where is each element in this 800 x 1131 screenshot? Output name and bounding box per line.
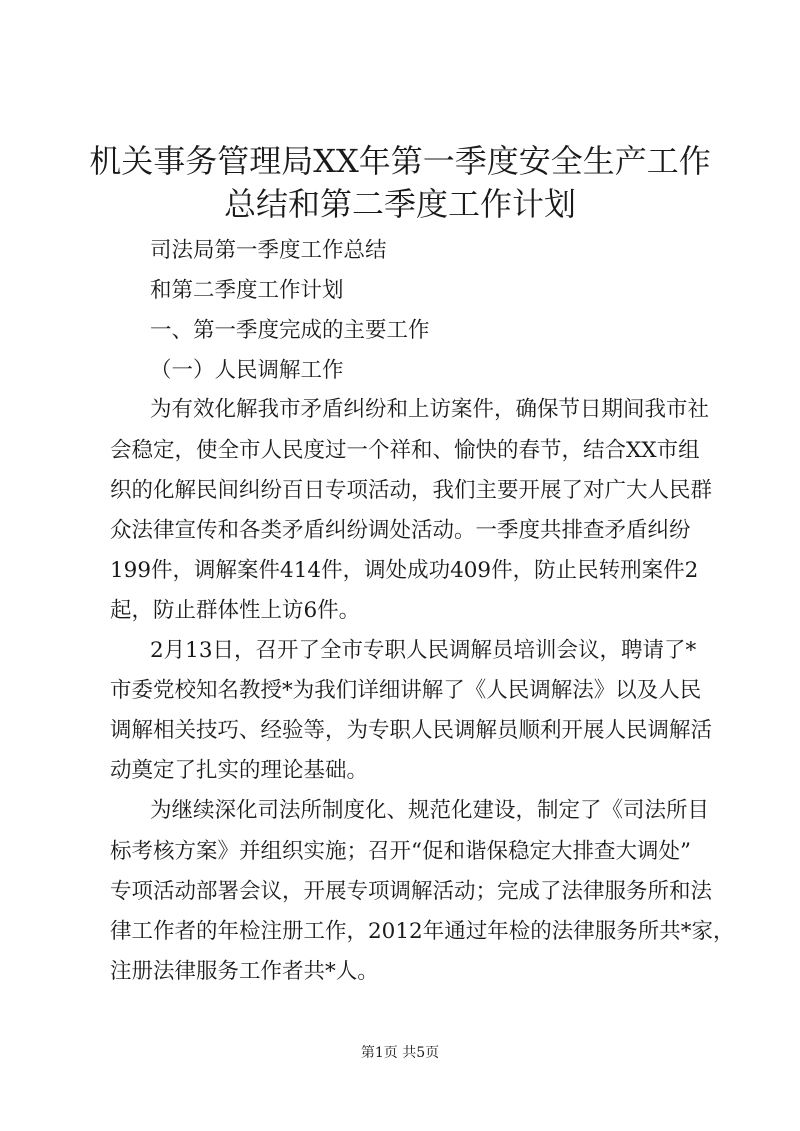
paragraph-line: 织的化解民间纠纷百日专项活动，我们主要开展了对广大人民群 [110, 478, 713, 503]
section-heading: 一、第一季度完成的主要工作 [150, 318, 430, 343]
paragraph-line: 专项活动部署会议，开展专项调解活动；完成了法律服务所和法 [110, 879, 713, 904]
paragraph-line: 会稳定，使全市人民度过一个祥和、愉快的春节，结合XX市组 [110, 438, 700, 463]
paragraph-line: 199件，调解案件414件，调处成功409件，防止民转刑案件2 [110, 558, 699, 583]
subsection-heading: （一）人民调解工作 [150, 358, 344, 383]
paragraph-line: 2月13日，召开了全市专职人民调解员培训会议，聘请了* [150, 638, 697, 663]
paragraph-line: 市委党校知名教授*为我们详细讲解了《人民调解法》以及人民 [110, 678, 702, 703]
document-title-line-2: 总结和第二季度工作计划 [223, 185, 576, 223]
paragraph-line: 注册法律服务工作者共*人。 [110, 959, 379, 984]
paragraph-line: 众法律宣传和各类矛盾纠纷调处活动。一季度共排查矛盾纠纷 [110, 518, 691, 543]
paragraph-line: 起，防止群体性上访6件。 [110, 598, 361, 623]
subtitle-line-2: 和第二季度工作计划 [150, 278, 344, 303]
paragraph-line: 为有效化解我市矛盾纠纷和上访案件，确保节日期间我市社 [150, 397, 710, 422]
subtitle-line-1: 司法局第一季度工作总结 [150, 238, 387, 263]
document-title-line-1: 机关事务管理局XX年第一季度安全生产工作 [89, 142, 711, 180]
paragraph-line: 调解相关技巧、经验等，为专职人民调解员顺利开展人民调解活 [110, 718, 713, 743]
page-indicator: 第1页 共5页 [360, 1045, 440, 1061]
paragraph-line: 为继续深化司法所制度化、规范化建设，制定了《司法所目 [150, 798, 710, 823]
paragraph-line: 律工作者的年检注册工作，2012年通过年检的法律服务所共*家， [110, 919, 735, 944]
paragraph-line: 标考核方案》并组织实施；召开“促和谐保稳定大排查大调处” [110, 839, 691, 864]
paragraph-line: 动奠定了扎实的理论基础。 [110, 758, 369, 783]
